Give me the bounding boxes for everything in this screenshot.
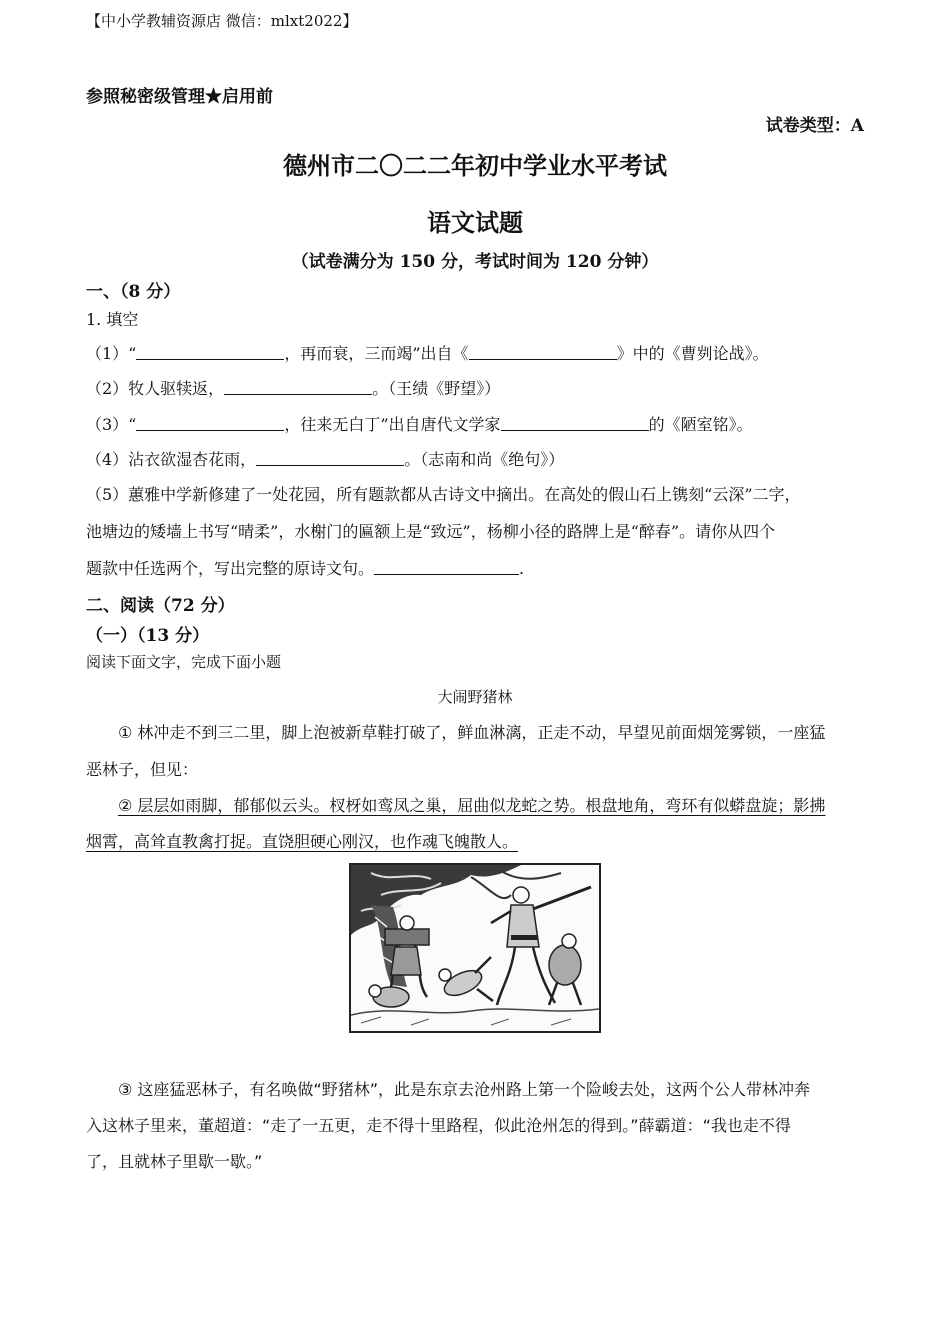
- reading-instruction: 阅读下面文字，完成下面小题: [86, 653, 282, 671]
- passage-para-1-line-2: 恶林子，但见：: [86, 760, 199, 779]
- exam-note: （试卷满分为 150 分，考试时间为 120 分钟）: [291, 252, 659, 272]
- fill-item-3: [86, 412, 753, 435]
- fill-item-5-line-3: [86, 556, 524, 579]
- passage-para-3-line-3: 了，且就林子里歇一歇。”: [86, 1152, 263, 1171]
- fill-item-3-part-a: （3）“: [86, 415, 137, 434]
- answer-blank[interactable]: [501, 416, 649, 431]
- fill-item-1-part-c: 》中的《曹刿论战》。: [616, 344, 769, 363]
- question-label: 1. 填空: [86, 310, 139, 329]
- paper-type: 试卷类型：A: [765, 116, 864, 136]
- answer-blank[interactable]: [469, 345, 617, 360]
- passage-para-3-line-2: 入这林子里来，董超道：“走了一五更，走不得十里路程，似此沧州怎的得到。”薛霸道：“我也走不得: [86, 1116, 791, 1135]
- fill-item-5-end: .: [519, 559, 525, 578]
- fill-item-4-part-a: （4）沾衣欲湿杏花雨，: [86, 450, 257, 469]
- passage-para-3-line-1: ③ 这座猛恶林子，有名唤做“野猪林”，此是东京去沧州路上第一个险峻去处，这两个公人带林冲奔: [118, 1080, 811, 1099]
- fill-item-3-part-c: 的《陋室铭》。: [648, 415, 753, 434]
- section1-heading: 一、（8 分）: [86, 282, 181, 302]
- fill-item-4: [86, 447, 564, 470]
- fill-item-5-text: 题款中任选两个，写出完整的原诗文句。: [86, 559, 375, 578]
- shop-note: 【中小学教辅资源店 微信：mlxt2022】: [86, 12, 358, 30]
- fill-item-2-part-b: 。（王绩《野望》）: [372, 379, 501, 398]
- answer-blank[interactable]: [374, 560, 519, 575]
- fill-item-2-part-a: （2）牧人驱犊返，: [86, 379, 225, 398]
- secrecy-label: 参照秘密级管理★启用前: [86, 87, 273, 107]
- fill-item-1-part-b: ，再而衰，三而竭”出自《: [284, 344, 469, 363]
- fill-item-3-part-b: ，往来无白丁”出自唐代文学家: [284, 415, 501, 434]
- answer-blank[interactable]: [136, 416, 284, 431]
- answer-blank[interactable]: [224, 380, 372, 395]
- subject-title: 语文试题: [427, 208, 523, 237]
- fill-item-1: [86, 341, 769, 364]
- fill-item-5-line-2: 池塘边的矮墙上书写“晴柔”，水榭门的匾额上是“致远”，杨柳小径的路牌上是“醉春”。请你从四个: [86, 522, 776, 541]
- fill-item-1-part-a: （1）“: [86, 344, 137, 363]
- section2-heading: 二、阅读（72 分）: [86, 596, 235, 616]
- exam-title: 德州市二〇二二年初中学业水平考试: [283, 151, 667, 180]
- fill-item-4-part-b: 。（志南和尚《绝句》）: [404, 450, 565, 469]
- answer-blank[interactable]: [136, 345, 284, 360]
- section2-subheading: （一）（13 分）: [86, 626, 210, 646]
- passage-para-2-line-2: 烟霄，高耸直教禽打捉。直饶胆硬心刚汉，也作魂飞魄散人。: [86, 832, 519, 851]
- passage-title: 大闹野猪林: [437, 688, 513, 706]
- passage-para-2-line-1: ② 层层如雨脚，郁郁似云头。杈枒如鸾凤之巢，屈曲似龙蛇之势。根盘地角，弯环有似蟒盘旋；影拂: [118, 796, 826, 815]
- woodcut-illustration: [349, 863, 601, 1033]
- answer-blank[interactable]: [256, 451, 404, 466]
- passage-para-1-line-1: ① 林冲走不到三二里，脚上泡被新草鞋打破了，鲜血淋漓，正走不动，早望见前面烟笼雾锁，一座猛: [118, 723, 826, 742]
- fill-item-5-line-1: （5）蕙雅中学新修建了一处花园，所有题款都从古诗文中摘出。在高处的假山石上镌刻“云深”二字，: [86, 485, 801, 504]
- fill-item-2: [86, 376, 500, 399]
